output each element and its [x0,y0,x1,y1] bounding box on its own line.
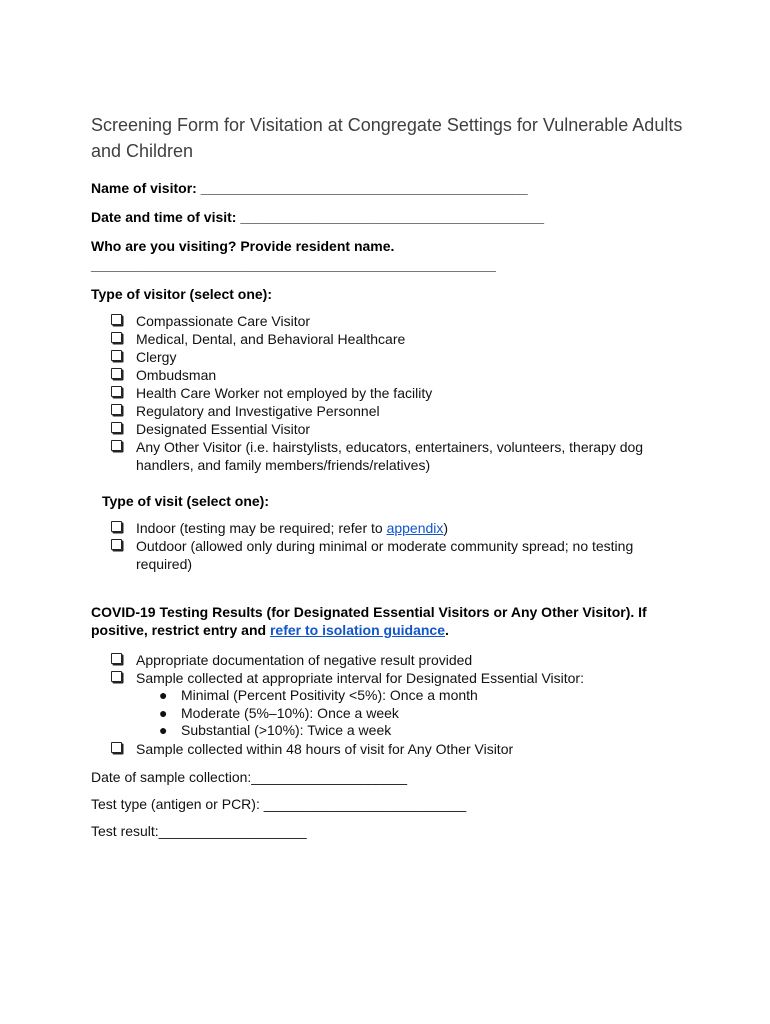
covid-option[interactable] [91,651,691,669]
checkbox-icon[interactable] [111,742,122,753]
visitor-type-heading: Type of visitor (select one): [91,286,272,302]
option-label: Compassionate Care Visitor [136,313,311,329]
option-label: Outdoor (allowed only during minimal or moderate community spread; no testing required) [136,538,634,572]
covid-heading-text: COVID-19 Testing Results (for Designated Essential Visitors or Any Other Visitor). If positive, restrict entry and [91,604,647,638]
resident-name-line[interactable]: ____________________________________________________ [91,257,496,273]
visitor-type-option[interactable] [91,402,691,420]
appendix-link[interactable]: appendix [386,520,444,536]
option-label: Designated Essential Visitor [136,421,311,437]
form-page [91,112,691,841]
option-label: Any Other Visitor (i.e. hairstylists, educators, entertainers, volunteers, therapy dog handlers, and family members/friends/relatives) [136,439,644,473]
checkbox-icon[interactable] [111,332,122,343]
interval-label: Minimal (Percent Positivity <5%): Once a month [181,687,478,703]
option-label: Appropriate documentation of negative result provided [136,652,473,668]
checkbox-icon[interactable] [111,314,122,325]
checkbox-icon[interactable] [111,440,122,451]
visitor-type-option[interactable] [91,330,691,348]
bullet-icon: ● [159,722,168,738]
visitor-type-list [91,312,691,474]
checkbox-icon[interactable] [111,404,122,415]
visitor-type-option[interactable] [91,384,691,402]
interval-list [136,687,691,740]
covid-heading [91,603,651,639]
isolation-guidance-link[interactable]: refer to isolation guidance [269,622,445,638]
checkbox-icon[interactable] [111,368,122,379]
test-result-field[interactable]: Test result:___________________ [91,822,307,839]
option-label: Regulatory and Investigative Personnel [136,403,380,419]
visitor-type-option[interactable] [91,366,691,384]
option-label: Indoor (testing may be required; refer to [136,520,387,536]
checkbox-icon[interactable] [111,422,122,433]
visit-type-list [91,519,691,573]
visit-type-heading: Type of visit (select one): [102,493,269,509]
bullet-icon: ● [159,687,168,703]
option-label: Sample collected at appropriate interval for Designated Essential Visitor: [136,670,584,686]
visitor-type-option[interactable] [91,312,691,330]
option-label: Clergy [136,349,177,365]
covid-heading-suffix: . [444,622,449,638]
visitor-type-option[interactable] [91,348,691,366]
list-item [136,687,691,705]
sample-date-field[interactable]: Date of sample collection:____________________ [91,768,408,785]
checkbox-icon[interactable] [111,350,122,361]
option-label: Ombudsman [136,367,217,383]
visitor-type-option[interactable] [91,438,691,474]
covid-option[interactable] [91,740,691,758]
visitor-type-option[interactable] [91,420,691,438]
checkbox-icon[interactable] [111,671,122,682]
visit-type-option-outdoor[interactable] [91,537,691,573]
option-label: Sample collected within 48 hours of visit for Any Other Visitor [136,740,514,757]
checkbox-icon[interactable] [111,539,122,550]
who-visiting-label: Who are you visiting? Provide resident name. [91,238,395,254]
list-item [136,722,691,740]
interval-label: Substantial (>10%): Twice a week [181,722,392,738]
interval-label: Moderate (5%–10%): Once a week [181,704,399,721]
option-label: Medical, Dental, and Behavioral Healthcare [136,331,406,347]
date-time-field[interactable]: Date and time of visit: _______________________________________ [91,209,545,225]
covid-checklist [91,651,691,758]
visit-type-option-indoor[interactable] [91,519,691,537]
checkbox-icon[interactable] [111,386,122,397]
checkbox-icon[interactable] [111,521,122,532]
option-label: Health Care Worker not employed by the facility [136,385,433,401]
covid-option[interactable] [91,669,691,740]
option-label-suffix: ) [443,520,449,536]
form-title: Screening Form for Visitation at Congregate Settings for Vulnerable Adults and Children [91,115,683,161]
visitor-name-field[interactable]: Name of visitor: __________________________________________ [91,180,528,196]
list-item [136,705,691,723]
bullet-icon: ● [159,704,168,721]
test-type-field[interactable]: Test type (antigen or PCR): __________________________ [91,795,467,812]
checkbox-icon[interactable] [111,653,122,664]
